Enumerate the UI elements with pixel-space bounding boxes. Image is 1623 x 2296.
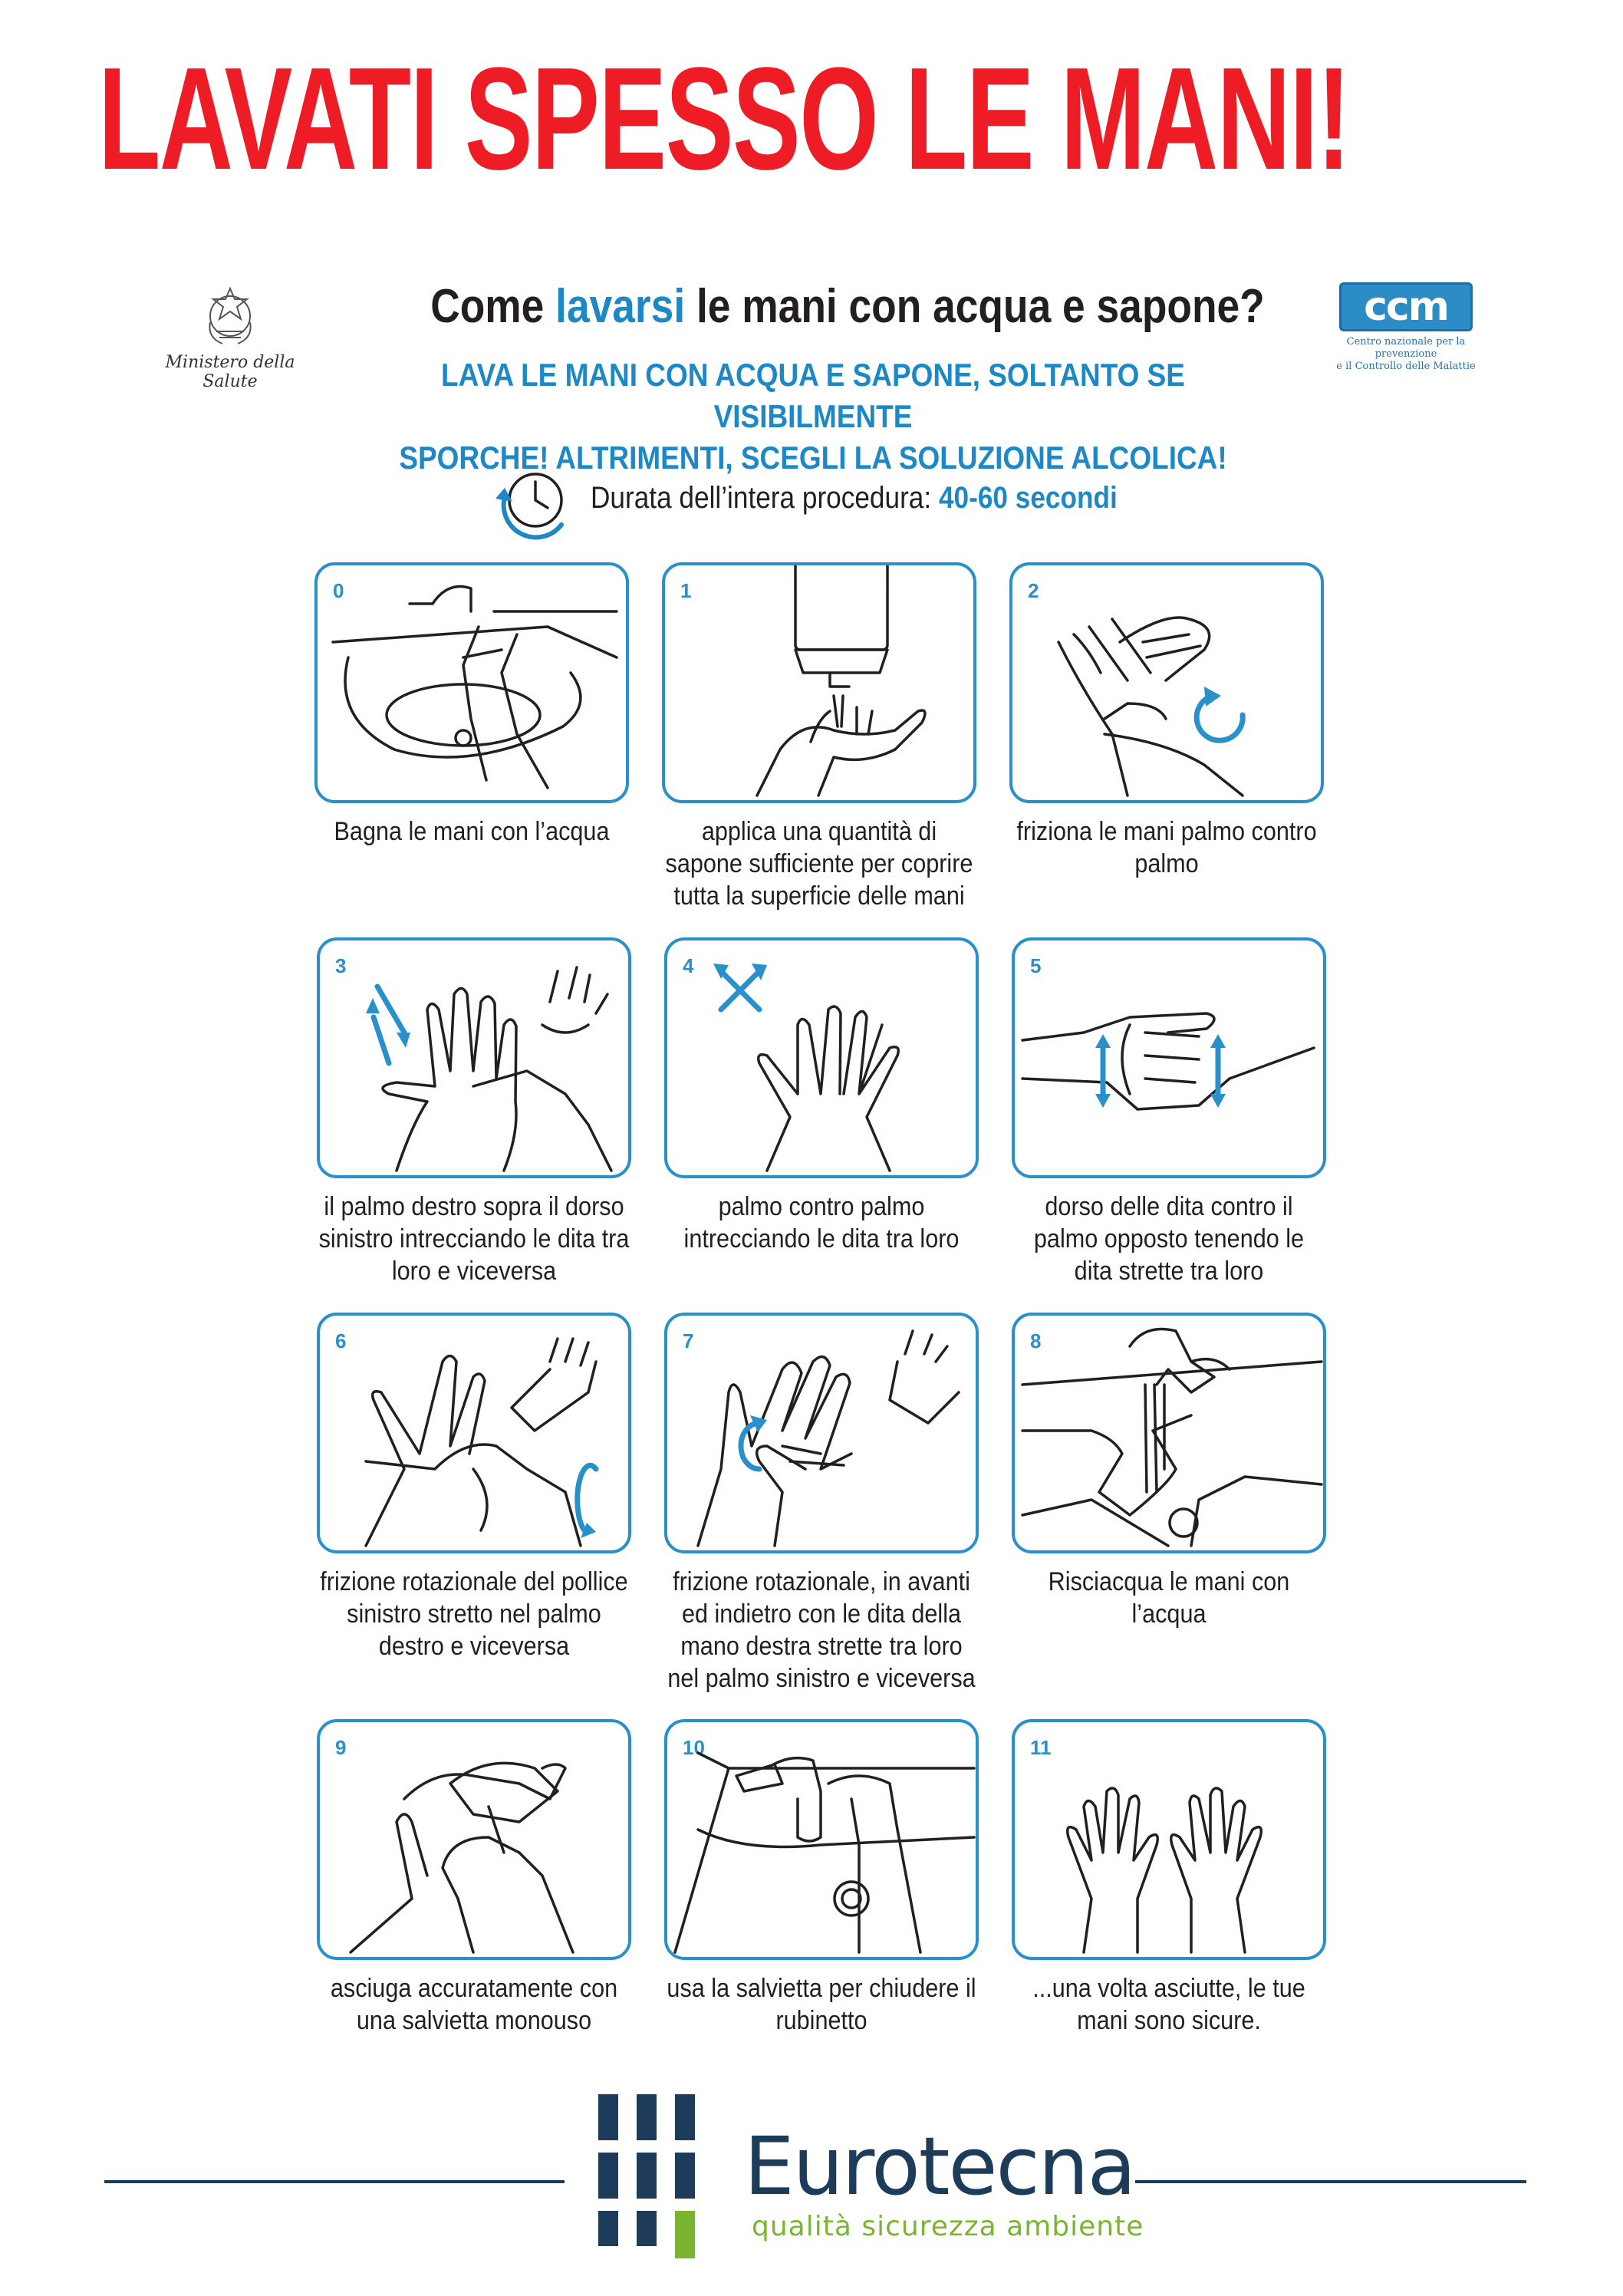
step-panel [317,1719,631,1960]
brand-tagline: qualità sicurezza ambiente [752,2211,1144,2242]
step-number: 5 [1030,954,1042,977]
warning-line1: LAVA LE MANI CON ACQUA E SAPONE, SOLTANTO SE VISIBILMENTE [441,357,1185,434]
step-5 [1012,937,1326,1290]
step-number: 7 [683,1329,694,1352]
ccm-caption-line1: Centro nazionale per la prevenzione [1346,336,1466,360]
step-caption: Bagna le mani con l’acqua [334,817,610,846]
step-7 [664,1313,979,1693]
step-panel [664,1719,979,1960]
step-caption: palmo contro palmo intrecciando le dita tra loro [683,1192,960,1253]
step-number: 10 [683,1736,705,1759]
step-panel [1012,1719,1326,1960]
ministry-logo [146,284,314,391]
step-8 [1012,1313,1326,1665]
wet-hands-under-tap-icon [318,565,626,800]
brand-name: Eurotecna [744,2120,1135,2213]
step-caption: usa la salvietta per chiudere il rubinetto [667,1974,976,2035]
step-2 [1009,562,1324,915]
subtitle-part1: Come [430,280,556,333]
duration-value: 40-60 secondi [938,481,1118,515]
footer-divider-right [1135,2180,1526,2183]
ccm-logo-mark: ccm [1339,282,1473,331]
safe-hands-icon [1015,1722,1323,1957]
duration-row [491,460,1181,545]
step-panel [664,1313,979,1553]
step-caption: friziona le mani palmo contro palmo [1016,817,1317,878]
step-9 [317,1719,631,2072]
step-3 [317,937,631,1290]
close-tap-towel-icon [667,1722,976,1957]
palm-over-back-icon [320,940,628,1175]
logo-block [598,2153,618,2199]
step-panel [662,562,976,803]
duration-label: Durata dell’intera procedura: [591,481,939,515]
step-caption: frizione rotazionale, in avanti ed indietro con le dita della mano destra strette tra loro nel palmo sinistro e viceversa [667,1567,976,1693]
step-number: 6 [335,1329,347,1352]
step-caption: asciuga accuratamente con una salvietta monouso [330,1974,618,2035]
step-caption: ...una volta asciutte, le tue mani sono sicure. [1032,1974,1305,2035]
step-panel [314,562,629,803]
soap-dispenser-icon [665,565,973,800]
subtitle-part2: le mani con acqua e sapone? [685,280,1265,333]
logo-block [637,2211,657,2246]
step-panel [317,937,631,1178]
step-number: 9 [335,1736,347,1759]
step-number: 11 [1030,1736,1052,1759]
step-1 [662,562,976,915]
step-panel [1012,937,1326,1178]
step-caption: applica una quantità di sapone sufficiente per coprire tutta la superficie delle mani [665,817,973,911]
thumb-rotation-icon [320,1316,628,1550]
interlocked-fingers-icon [1015,940,1323,1175]
step-11 [1012,1719,1326,2072]
logo-block [637,2153,657,2199]
step-caption: dorso delle dita contro il palmo opposto tenendo le dita strette tra loro [1033,1192,1305,1286]
rinse-hands-icon [1015,1316,1323,1550]
step-panel [317,1313,631,1553]
duration-text [591,477,1118,519]
step-number: 4 [683,954,694,977]
subtitle [430,276,1265,338]
step-caption: frizione rotazionale del pollice sinistro stretto nel palmo destro e viceversa [320,1567,628,1661]
step-number: 8 [1030,1329,1042,1352]
warning-line2: SPORCHE! ALTRIMENTI, SCEGLI LA SOLUZIONE ALCOLICA! [399,440,1227,476]
logo-block [598,2094,618,2140]
fingertips-rotation-icon [667,1316,976,1550]
step-caption: Risciacqua le mani con l’acqua [1048,1567,1290,1629]
step-6 [317,1313,631,1665]
logo-block [598,2211,618,2246]
logo-block [675,2153,695,2199]
italian-emblem-icon [199,284,261,350]
subtitle-highlight: lavarsi [555,280,686,333]
step-panel [1009,562,1324,803]
ccm-logo [1318,282,1494,372]
logo-block [675,2094,695,2140]
ccm-caption-line2: e il Controllo delle Malattie [1336,361,1476,372]
step-0 [314,562,629,915]
step-number: 3 [335,954,347,977]
logo-block [637,2094,657,2140]
step-caption: il palmo destro sopra il dorso sinistro intrecciando le dita tra loro e viceversa [318,1192,630,1286]
step-panel [1012,1313,1326,1553]
page-headline: LAVATI SPESSO LE MANI! [98,38,1350,200]
logo-block-green [675,2211,695,2258]
eurotecna-logo [598,2094,1144,2271]
step-number: 0 [333,579,344,602]
step-4 [664,937,979,1290]
ministry-name: Ministero della Salute [165,353,295,391]
step-panel [664,937,979,1178]
clock-cycle-icon [491,460,575,545]
footer-divider-left [104,2180,565,2183]
palm-to-palm-icon [1012,565,1321,800]
dry-hands-towel-icon [320,1722,628,1957]
step-number: 2 [1028,579,1039,602]
step-10 [664,1719,979,2072]
interlaced-fingers-icon [667,940,976,1175]
step-number: 1 [680,579,692,602]
ccm-caption [1318,336,1494,373]
